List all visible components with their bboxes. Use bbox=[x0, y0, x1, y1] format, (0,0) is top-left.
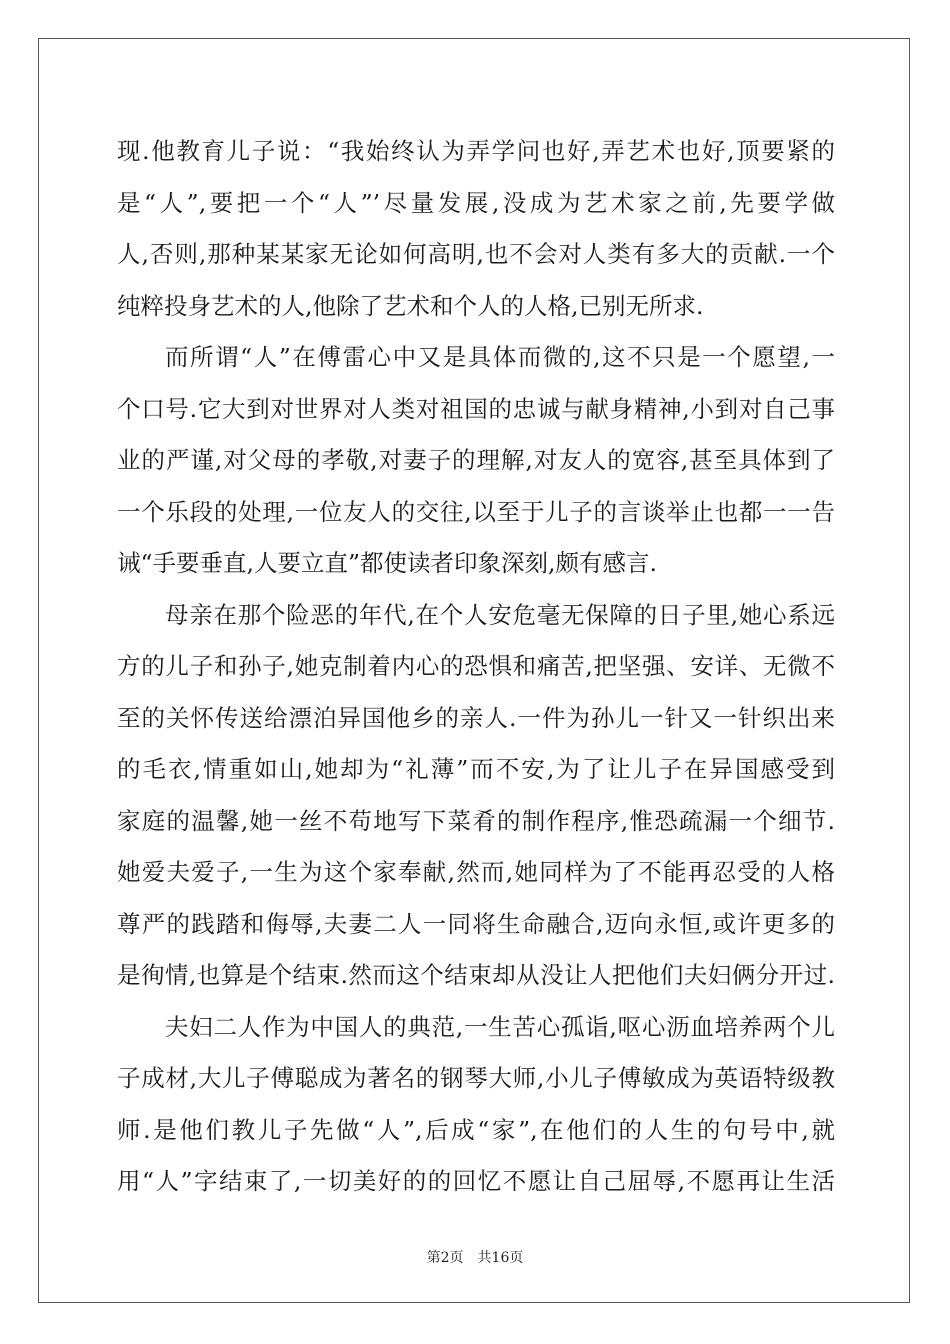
text-line: 师.是他们教儿子先做“人”,后成“家”,在他们的人生的句号中,就 bbox=[117, 1115, 835, 1144]
text-line: 的毛衣,情重如山,她却为“礼薄”而不安,为了让儿子在异国感受到 bbox=[117, 755, 835, 783]
text-line: 而所谓“人”在傅雷心中又是具体而微的,这不只是一个愿望,一 bbox=[165, 343, 835, 371]
text-line: 用“人”字结束了,一切美好的的回忆不愿让自己屈辱,不愿再让生活 bbox=[117, 1167, 835, 1195]
text-line: 诫“手要垂直,人要立直”都使读者印象深刻,颇有感言. bbox=[117, 549, 657, 577]
text-line: 她爱夫爱子,一生为这个家奉献,然而,她同样为了不能再忍受的人格 bbox=[117, 858, 835, 886]
text-line: 纯粹投身艺术的人,他除了艺术和个人的人格,已别无所求. bbox=[117, 291, 704, 320]
page-footer bbox=[0, 1247, 950, 1267]
text-line: 业的严谨,对父母的孝敬,对妻子的理解,对友人的宽容,甚至具体到了 bbox=[117, 446, 835, 474]
page-total: 共16页 bbox=[477, 1250, 524, 1266]
text-line: 尊严的践踏和侮辱,夫妻二人一同将生命融合,迈向永恒,或许更多的 bbox=[117, 909, 835, 938]
text-line: 夫妇二人作为中国人的典范,一生苦心孤诣,呕心沥血培养两个儿 bbox=[165, 1012, 835, 1041]
text-line: 现.他教育儿子说：“我始终认为弄学问也好,弄艺术也好,顶要紧的 bbox=[117, 137, 835, 165]
document-body bbox=[117, 126, 835, 1208]
text-line: 是“人”,要把一个“人”’尽量发展,没成为艺术家之前,先要学做 bbox=[117, 188, 835, 217]
text-line: 至的关怀传送给漂泊异国他乡的亲人.一件为孙儿一针又一针织出来 bbox=[117, 703, 835, 732]
text-line: 人,否则,那种某某家无论如何高明,也不会对人类有多大的贡献.一个 bbox=[117, 240, 835, 268]
text-line: 方的儿子和孙子,她克制着内心的恐惧和痛苦,把坚强、安详、无微不 bbox=[117, 652, 835, 680]
page-number: 第2页 bbox=[426, 1250, 464, 1266]
text-line: 是徇情,也算是个结束.然而这个结束却从没让人把他们夫妇俩分开过. bbox=[117, 961, 835, 989]
text-line: 一个乐段的处理,一位友人的交往,以至于儿子的言谈举止也都一一告 bbox=[117, 497, 835, 526]
text-line: 母亲在那个险恶的年代,在个人安危毫无保障的日子里,她心系远 bbox=[165, 600, 835, 629]
text-line: 家庭的温馨,她一丝不苟地写下菜肴的制作程序,惟恐疏漏一个细节. bbox=[117, 806, 835, 835]
text-line: 子成材,大儿子傅聪成为著名的钢琴大师,小儿子傅敏成为英语特级教 bbox=[117, 1064, 835, 1092]
text-line: 个口号.它大到对世界对人类对祖国的忠诚与献身精神,小到对自己事 bbox=[117, 394, 835, 423]
